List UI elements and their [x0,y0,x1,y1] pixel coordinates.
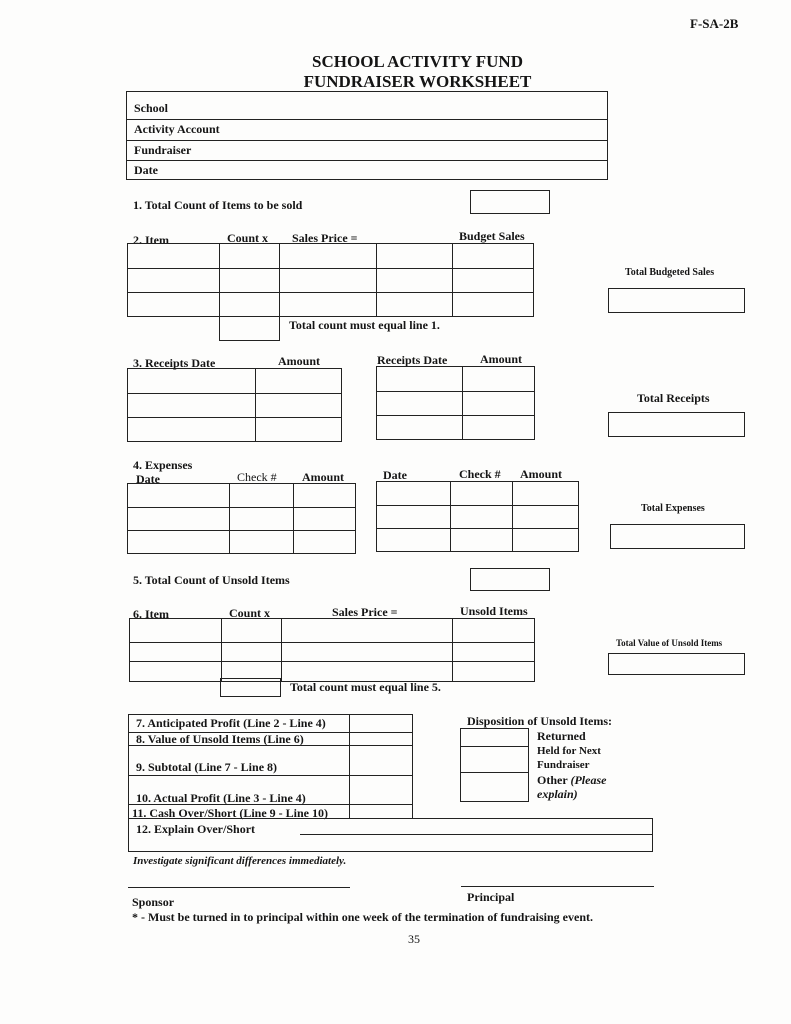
total-count-items-label: 1. Total Count of Items to be sold [133,198,303,212]
school-field[interactable] [126,99,608,119]
s2-count-header: Count x [227,231,269,245]
line7-label: 7. Anticipated Profit (Line 2 - Line 4) [136,716,326,730]
line12-explain-line [300,834,653,835]
disposition-other-prefix: Other [537,773,571,787]
disposition-returned-label: Returned [537,729,586,743]
line10-label: 10. Actual Profit (Line 3 - Line 4) [136,791,306,805]
s2-total-count-note: Total count must equal line 1. [289,318,440,332]
unsold-items-table [129,618,535,682]
receipts-table-right [376,366,535,440]
line8-label: 8. Value of Unsold Items (Line 6) [136,732,304,746]
footnote: * - Must be turned in to principal within one week of the termination of fundraising event. [132,910,594,924]
page-number: 35 [408,932,420,946]
expenses-table-left [127,483,356,554]
disposition-other-label [537,773,606,788]
s6-price-header: Sales Price = [332,605,398,619]
fundraiser-label: Fundraiser [134,143,192,157]
s6-count-header: Count x [229,606,271,620]
disposition-heading: Disposition of Unsold Items: [467,714,613,728]
line12-label: 12. Explain Over/Short [136,822,256,836]
s6-total-count-note: Total count must equal line 5. [290,680,441,694]
total-budgeted-sales-box[interactable] [608,288,745,313]
investigate-note: Investigate significant differences immediately. [133,855,347,867]
total-count-items-box[interactable] [470,190,550,214]
principal-label: Principal [467,890,515,904]
disposition-other-italic-1: (Please [570,773,607,787]
s4-heading: 4. Expenses [133,458,193,472]
s2-total-count-box[interactable] [219,316,280,341]
line9-label: 9. Subtotal (Line 7 - Line 8) [136,760,278,774]
s6-unsold-header: Unsold Items [460,604,528,618]
s4-check-header: Check # [237,470,277,484]
line11-label: 11. Cash Over/Short (Line 9 - Line 10) [132,806,329,820]
s4-amount2-header: Amount [520,467,563,481]
s2-price-header: Sales Price = [292,231,358,245]
s4-date2-header: Date [383,468,407,482]
school-label: School [134,101,169,115]
total-receipts-label: Total Receipts [637,391,710,405]
s4-amount-header: Amount [302,470,345,484]
activity-account-field[interactable] [126,119,608,139]
total-receipts-box[interactable] [608,412,745,437]
activity-account-label: Activity Account [134,122,220,136]
s3-amount2-header: Amount [480,352,523,366]
form-title-line2: FUNDRAISER WORKSHEET [303,72,532,91]
disposition-other-italic-2: explain) [537,787,578,801]
budgeted-sales-table [127,243,534,317]
form-code: F-SA-2B [690,16,739,31]
date-field[interactable] [126,160,608,180]
total-expenses-label: Total Expenses [641,503,705,514]
total-value-unsold-box[interactable] [608,653,745,675]
disposition-returned-check[interactable] [460,728,529,746]
s4-date-header: Date [136,472,160,486]
total-count-unsold-label: 5. Total Count of Unsold Items [133,573,290,587]
total-expenses-box[interactable] [610,524,745,549]
s3-amount-header: Amount [278,354,321,368]
sponsor-signature-line[interactable] [128,887,350,888]
fundraiser-field[interactable] [126,140,608,160]
sponsor-label: Sponsor [132,895,175,909]
s3-receipts-date2-header: Receipts Date [377,353,448,367]
s2-budget-header: Budget Sales [459,229,525,243]
s6-item-header: 6. Item [133,607,169,621]
disposition-held-label-1: Held for Next [537,745,601,757]
s4-check2-header: Check # [459,467,501,481]
s3-receipts-date-header: 3. Receipts Date [133,356,216,370]
s2-item-header: 2. Item [133,233,169,247]
s6-total-count-box[interactable] [220,678,281,697]
total-budgeted-sales-label: Total Budgeted Sales [625,267,715,278]
disposition-held-label-2: Fundraiser [537,759,590,771]
principal-signature-line[interactable] [461,886,654,887]
total-value-unsold-label: Total Value of Unsold Items [616,638,723,648]
form-title-line1: SCHOOL ACTIVITY FUND [312,52,523,71]
total-count-unsold-box[interactable] [470,568,550,591]
date-label: Date [134,163,158,177]
receipts-table-left [127,368,342,442]
expenses-table-right [376,481,579,552]
